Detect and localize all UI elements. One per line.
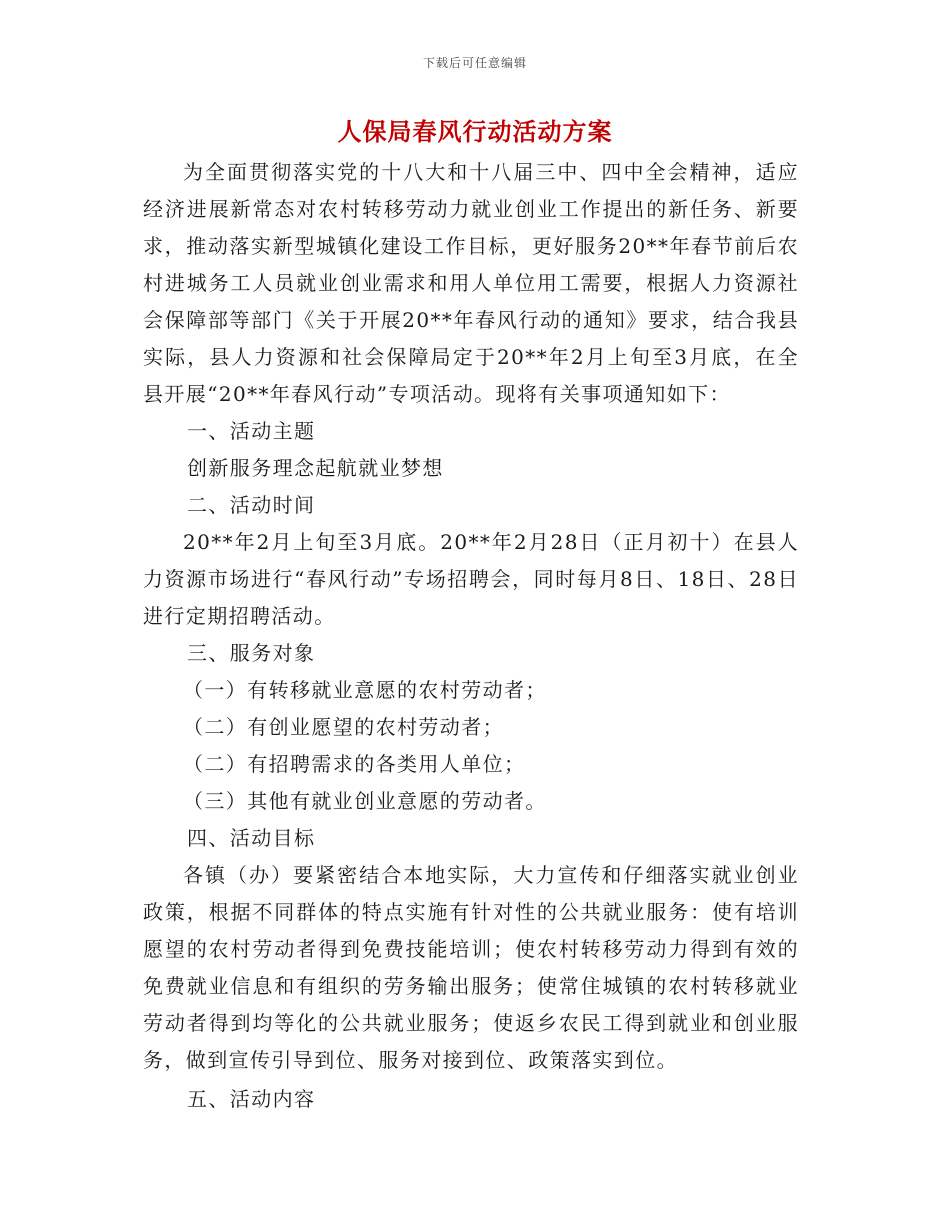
- section-heading-targets: 三、服务对象: [187, 641, 316, 665]
- goals-paragraph: 各镇（办）要紧密结合本地实际，大力宣传和仔细落实就业创业政策，根据不同群体的特点实施有针对性的公共就业服务：使有培训愿望的农村劳动者得到免费技能培训；使农村转移劳动力得到有效的免费就业信息和有组织的劳务输出服务；使常住城镇的农村转移就业劳动者得到均等化的公共就业服务；使返乡农民工得到就业和创业服务，做到宣传引导到位、服务对接到位、政策落实到位。: [143, 863, 799, 1072]
- target-item: （三）其他有就业创业意愿的劳动者。: [183, 789, 547, 813]
- intro-paragraph: 为全面贯彻落实党的十八大和十八届三中、四中全会精神，适应经济进展新常态对农村转移劳动力就业创业工作提出的新任务、新要求，推动落实新型城镇化建设工作目标，更好服务20**年春节前后农村进城务工人员就业创业需求和用人单位用工需要，根据人力资源社会保障部等部门《关于开展20**年春风行动的通知》要求，结合我县实际，县人力资源和社会保障局定于20**年2月上旬至3月底，在全县开展“20**年春风行动”专项活动。现将有关事项通知如下：: [143, 160, 799, 406]
- section-heading-goals: 四、活动目标: [187, 826, 316, 850]
- document-title: 人保局春风行动活动方案: [337, 117, 613, 146]
- target-item: （二）有招聘需求的各类用人单位；: [183, 752, 526, 776]
- document-body: [143, 154, 799, 1118]
- section-heading-content: 五、活动内容: [187, 1087, 316, 1111]
- theme-text: 创新服务理念起航就业梦想: [187, 456, 444, 480]
- target-item: （一）有转移就业意愿的农村劳动者；: [183, 678, 547, 702]
- target-item: （二）有创业愿望的农村劳动者；: [183, 715, 504, 739]
- header-note: 下载后可任意编辑: [422, 56, 527, 70]
- time-paragraph: 20**年2月上旬至3月底。20**年2月28日（正月初十）在县人力资源市场进行“春风行动”专场招聘会，同时每月8日、18日、28日进行定期招聘活动。: [143, 530, 799, 628]
- section-heading-time: 二、活动时间: [187, 493, 316, 517]
- section-heading-theme: 一、活动主题: [187, 419, 316, 443]
